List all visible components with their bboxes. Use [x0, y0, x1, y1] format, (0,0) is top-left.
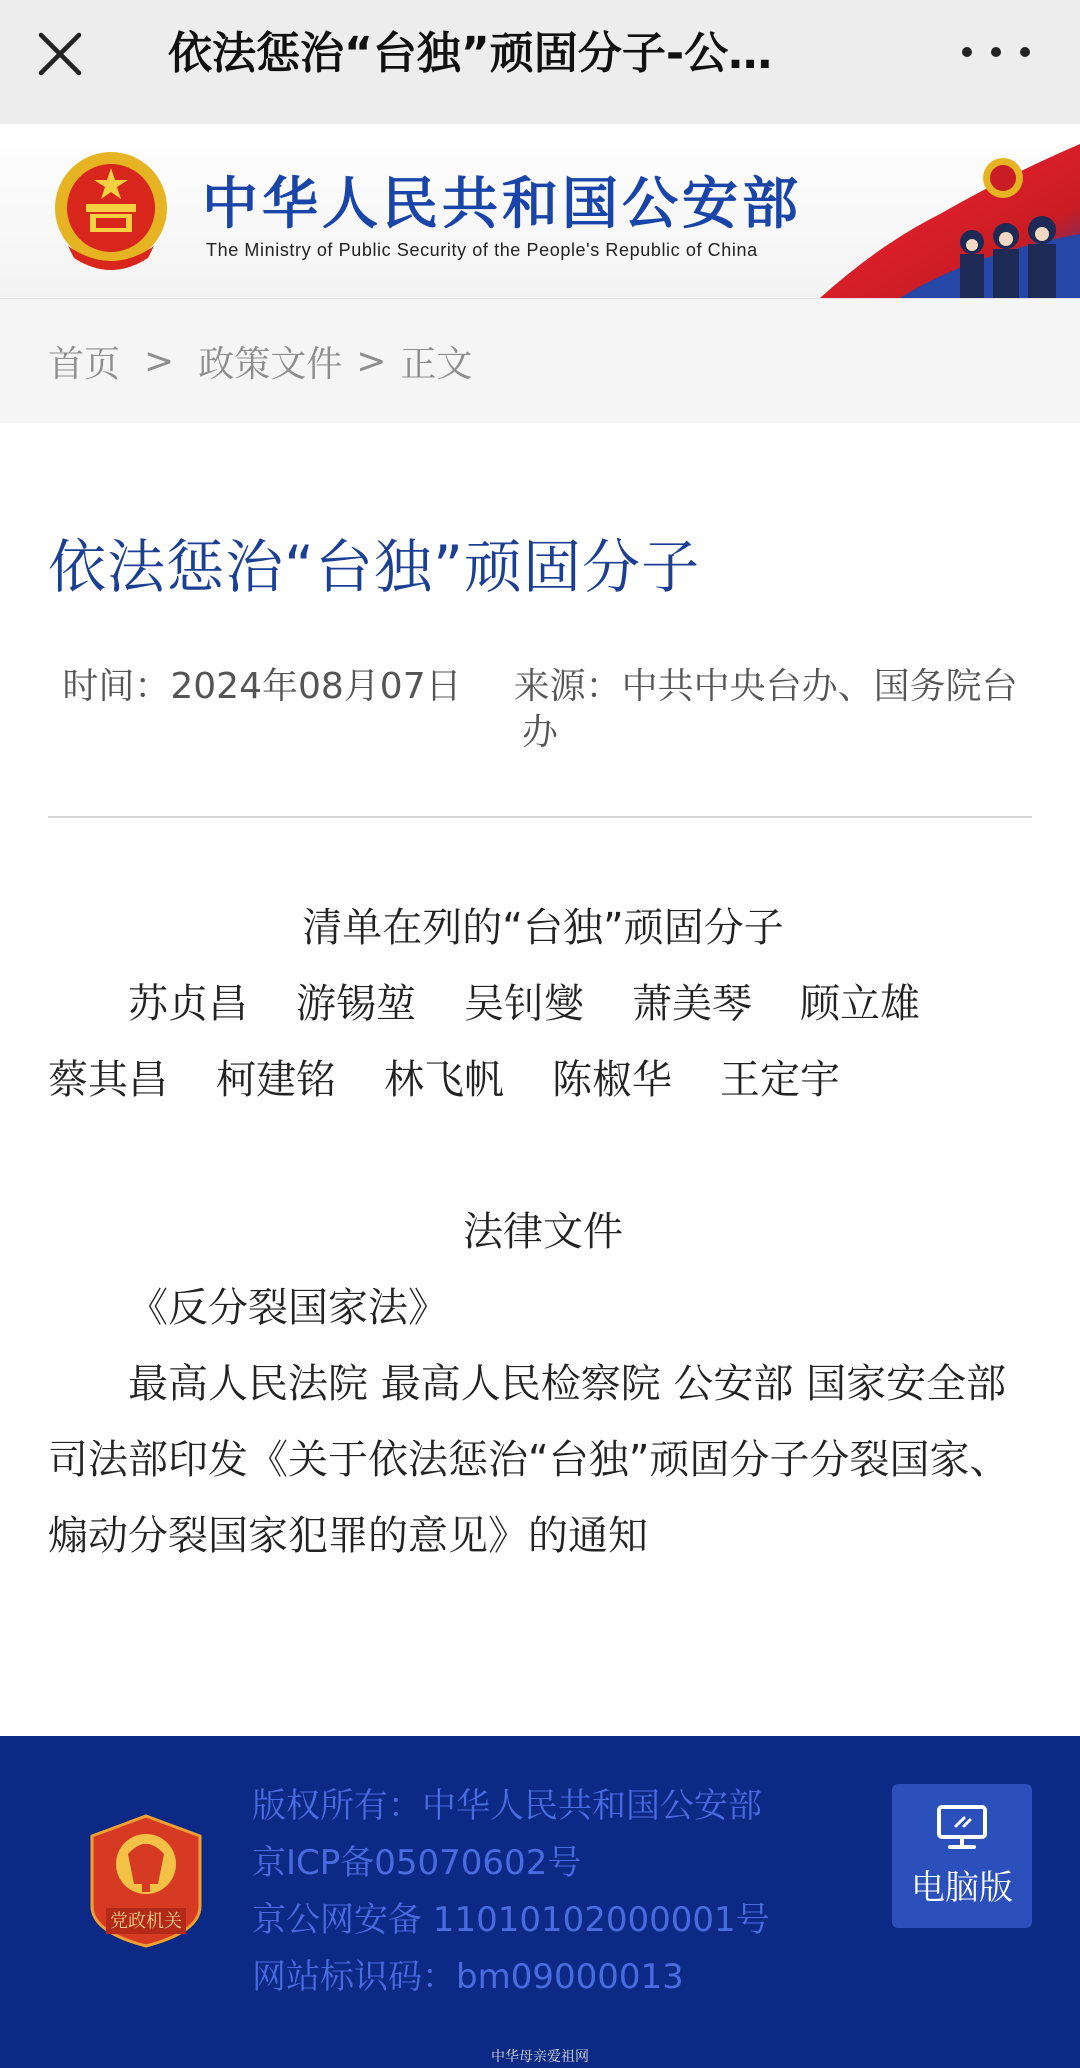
- breadcrumb-current: 正文: [400, 343, 473, 385]
- desktop-version-label: 电脑版: [911, 1867, 1013, 1908]
- copyright-text: 版权所有：中华人民共和国公安部: [252, 1786, 762, 1826]
- list-item: 王定宇: [720, 1057, 840, 1103]
- breadcrumb: [0, 299, 1080, 423]
- police-flag-banner-art: [820, 124, 1080, 298]
- breadcrumb-home[interactable]: 首页: [48, 343, 121, 385]
- ministry-english-name: The Ministry of Public Security of the People's Republic of China: [206, 240, 758, 260]
- national-emblem-icon: [50, 146, 172, 274]
- page-title: 依法惩治“台独”顽固分子-公…: [168, 28, 773, 79]
- more-dots-icon[interactable]: [962, 30, 1030, 74]
- list-heading: 清单在列的“台独”顽固分子: [302, 905, 784, 951]
- monitor-icon: [936, 1804, 988, 1850]
- names-row: [48, 1042, 1038, 1118]
- time-label: 时间：: [62, 666, 171, 707]
- list-item: 柯建铭: [216, 1057, 336, 1103]
- list-item: 吴钊燮: [464, 981, 584, 1027]
- badge-text: 党政机关: [110, 1911, 182, 1932]
- breadcrumb-policy-documents[interactable]: 政策文件: [198, 343, 343, 385]
- icp-link[interactable]: 京ICP备05070602号: [252, 1843, 582, 1883]
- breadcrumb-separator: >: [356, 340, 387, 382]
- names-row: [48, 966, 1038, 1042]
- source-label: 来源：: [513, 666, 622, 707]
- article-title: 依法惩治“台独”顽固分子: [48, 533, 701, 601]
- footer-bottom-text: 中华母亲爱祖网: [491, 2049, 589, 2065]
- site-footer: [0, 1736, 1080, 2068]
- list-item: 蔡其昌: [48, 1057, 168, 1103]
- list-item: 游锡堃: [296, 981, 416, 1027]
- public-security-record-link[interactable]: 京公网安备 11010102000001号: [252, 1900, 770, 1940]
- article-body: [48, 890, 1038, 1574]
- list-item: 陈椒华: [552, 1057, 672, 1103]
- list-item: 苏贞昌: [128, 981, 248, 1027]
- notice-link[interactable]: 最高人民法院 最高人民检察院 公安部 国家安全部 司法部印发《关于依法惩治“台独”顽固分子分裂国家、煽动分裂国家犯罪的意见》的通知: [48, 1361, 1010, 1559]
- party-government-badge-icon: [88, 1814, 204, 1948]
- top-nav-bar: [0, 0, 1080, 124]
- legal-documents-heading: 法律文件: [463, 1209, 623, 1255]
- divider: [48, 816, 1032, 818]
- law-link-anti-secession[interactable]: 《反分裂国家法》: [128, 1285, 448, 1331]
- site-code-text: 网站标识码：bm09000013: [252, 1957, 684, 1997]
- breadcrumb-separator: >: [144, 340, 175, 382]
- list-item: 林飞帆: [384, 1057, 504, 1103]
- close-icon[interactable]: [34, 26, 86, 82]
- list-item: 顾立雄: [800, 981, 920, 1027]
- article-meta: [60, 664, 1020, 756]
- publish-date: 2024年08月07日: [170, 666, 462, 707]
- footer-info: [252, 1778, 770, 2006]
- source-value: 中共中央台办、国务院台办: [521, 666, 1018, 753]
- site-header-banner: [0, 124, 1080, 299]
- ministry-chinese-name: 中华人民共和国公安部: [202, 172, 802, 237]
- desktop-version-button[interactable]: [892, 1784, 1032, 1928]
- list-item: 萧美琴: [632, 981, 752, 1027]
